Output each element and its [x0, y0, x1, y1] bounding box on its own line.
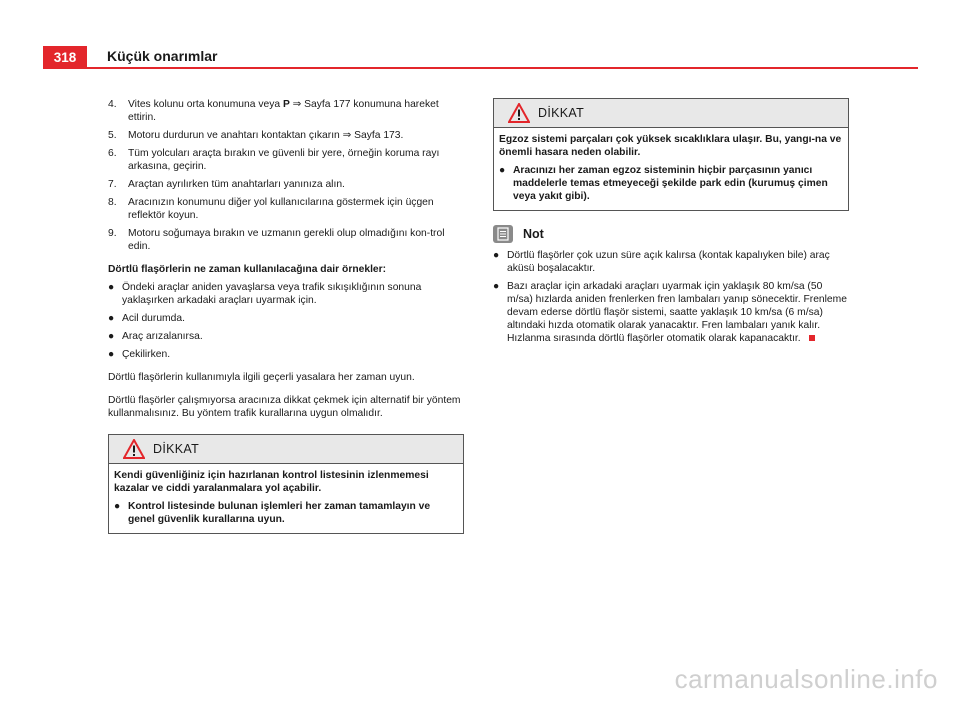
step-text: Araçtan ayrılırken tüm anahtarları yanınıza alın. [128, 179, 345, 190]
step-text: Vites kolunu orta konumuna veya P ⇒ Sayfa 177 konumuna hareket ettirin. [128, 99, 439, 123]
list-item-text: Kontrol listesinde bulunan işlemleri her zaman tamamlayın ve genel güvenlik kurallarına uyun. [128, 501, 431, 525]
step-number: 5. [108, 130, 117, 141]
step-text: Motoru durdurun ve anahtarı kontaktan çıkarın ⇒ Sayfa 173. [128, 130, 404, 141]
warning-title: DİKKAT [538, 105, 585, 120]
bullet-icon: ● [493, 250, 500, 261]
bullet-icon: ● [114, 501, 121, 512]
warning-header [109, 435, 463, 464]
warning-box [493, 98, 849, 211]
bullet-icon: ● [108, 282, 115, 293]
step-item [108, 129, 464, 142]
watermark: carmanualsonline.info [674, 664, 938, 694]
step-item [108, 196, 464, 222]
list-item-text: Araç arızalanırsa. [122, 331, 203, 342]
list-item [493, 280, 849, 345]
list-item [499, 164, 843, 203]
note-header [493, 225, 849, 243]
warning-triangle-icon [508, 103, 530, 123]
list-item [108, 330, 464, 343]
right-column [493, 98, 849, 350]
page-number: 318 [43, 46, 87, 69]
paragraph: Dörtlü flaşörler çalışmıyorsa aracınıza dikkat çekmek için alternatif bir yöntem kullanmalısınız. Bu yöntem trafik kurallarına uygun olmalıdır. [108, 395, 461, 419]
bullet-icon: ● [499, 165, 506, 176]
warning-box [108, 434, 464, 534]
bullet-icon: ● [108, 313, 115, 324]
bullet-icon: ● [108, 349, 115, 360]
step-text: Tüm yolcuları araçta bırakın ve güvenli bir yere, örneğin koruma rayı arkasına, geçirin. [128, 148, 440, 172]
step-item [108, 178, 464, 191]
list-item-text: Öndeki araçlar aniden yavaşlarsa veya trafik sıkışıklığının sonuna yaklaşırken arkadaki araçları uyarmak için. [122, 282, 422, 306]
list-item [108, 281, 464, 307]
warning-text: Kendi güvenliğiniz için hazırlanan kontrol listesinin izlenmemesi kazalar ve ciddi yaralanmalara yol açabilir. [114, 470, 429, 494]
section-end-icon [809, 335, 815, 341]
note-icon [493, 225, 513, 243]
page-title: Küçük onarımlar [107, 48, 218, 64]
warning-body [109, 464, 463, 533]
step-number: 6. [108, 148, 117, 159]
warning-header [494, 99, 848, 128]
section-subheading: Dörtlü flaşörlerin ne zaman kullanılacağına dair örnekler: [108, 264, 387, 275]
header-rule [43, 67, 918, 69]
step-item [108, 147, 464, 173]
list-item-text: Çekilirken. [122, 349, 171, 360]
step-item [108, 227, 464, 253]
step-number: 9. [108, 228, 117, 239]
step-number: 7. [108, 179, 117, 190]
step-number: 8. [108, 197, 117, 208]
warning-title: DİKKAT [153, 441, 200, 456]
list-item [493, 249, 849, 275]
step-text: Motoru soğumaya bırakın ve uzmanın gerekli olup olmadığını kon-trol edin. [128, 228, 445, 252]
list-item [114, 500, 458, 526]
list-item-text: Bazı araçlar için arkadaki araçları uyarmak için yaklaşık 80 km/sa (50 m/sa) hızlarda aniden frenlerken fren lambaları yanıp sönecektir. Frenleme devam ederse dörtlü flaşör sistemi, saatte yaklaşık 10 km/sa (6 m/sa) altındaki hızda otomatik olarak yanacaktır. Fren lambaları yanık kalır. Hızlanma sırasında dörtlü flaşörler otomatik olarak kapanacaktır. [507, 281, 847, 344]
list-item-text: Aracınızı her zaman egzoz sisteminin hiçbir parçasının yanıcı maddelerle temas etmeyeceği şekilde park edin (kurumuş çimen veya yakıt gibi). [513, 165, 828, 202]
list-item [108, 348, 464, 361]
list-item-text: Dörtlü flaşörler çok uzun süre açık kalırsa (kontak kapalıyken bile) araç aküsü boşalacaktır. [507, 250, 830, 274]
step-item [108, 98, 464, 124]
paragraph: Dörtlü flaşörlerin kullanımıyla ilgili geçerli yasalara her zaman uyun. [108, 372, 415, 383]
bullet-icon: ● [108, 331, 115, 342]
list-item [108, 312, 464, 325]
warning-body [494, 128, 848, 210]
step-number: 4. [108, 99, 117, 110]
step-list [108, 98, 464, 253]
warning-triangle-icon [123, 439, 145, 459]
note-title: Not [523, 226, 544, 241]
list-item-text: Acil durumda. [122, 313, 185, 324]
bullet-icon: ● [493, 281, 500, 292]
left-column [108, 98, 464, 534]
warning-text: Egzoz sistemi parçaları çok yüksek sıcaklıklara ulaşır. Bu, yangı-na ve önemli hasara neden olabilir. [499, 134, 842, 158]
step-text: Aracınızın konumunu diğer yol kullanıcılarına göstermek için üçgen reflektör koyun. [128, 197, 434, 221]
